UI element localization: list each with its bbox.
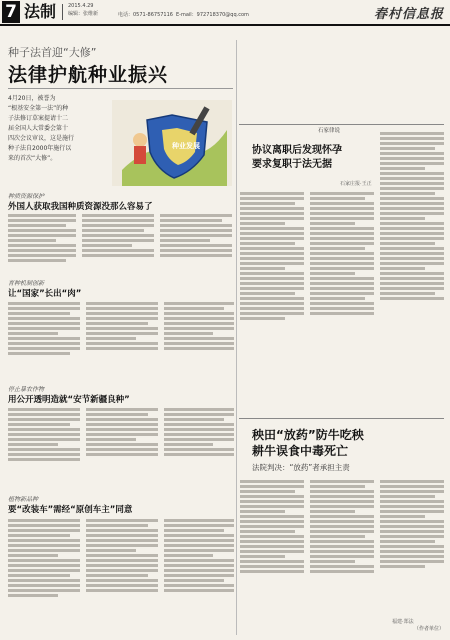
story2-subhead: 法院判决：“放药”者承担主责 bbox=[252, 463, 350, 472]
section-kicker: 植物新品种 bbox=[8, 496, 39, 503]
masthead-divider bbox=[62, 4, 63, 20]
body-column bbox=[164, 406, 234, 490]
editor-line: 编辑：张维新 bbox=[68, 11, 99, 17]
section-kicker: 育种机制创新 bbox=[8, 280, 45, 287]
seed-shield-illustration bbox=[112, 100, 232, 186]
lead-divider bbox=[8, 88, 233, 89]
illustration-label: 种业发展 bbox=[172, 142, 200, 150]
intro-line: 届全国人大常委会第十 bbox=[8, 125, 69, 132]
body-column bbox=[8, 212, 76, 274]
lead-intro bbox=[8, 94, 112, 164]
column-label: 石家律说 bbox=[318, 128, 341, 134]
body-column bbox=[8, 300, 80, 380]
section-subhead: 用公开透明造就“安节新疆良种” bbox=[8, 395, 130, 405]
paper-name: 春村信息报 bbox=[373, 7, 444, 22]
lead-kicker: 种子法首迎“大修” bbox=[8, 46, 97, 59]
story1-headline-line1: 协议离职后发现怀孕 bbox=[252, 145, 342, 156]
section-subhead: 要“改装车”需经“原创车主”同意 bbox=[8, 505, 133, 515]
body-column bbox=[310, 478, 374, 623]
story2-byline: 福建·郑法 bbox=[392, 619, 414, 625]
body-column bbox=[86, 300, 158, 380]
section-kicker: 停止暴农作物 bbox=[8, 386, 45, 393]
story1-headline-line2: 要求复职于法无据 bbox=[252, 159, 332, 170]
date-line: 2015.4.29 bbox=[68, 3, 94, 9]
body-column bbox=[86, 517, 158, 635]
intro-line: 4月20日，被誉为 bbox=[8, 95, 56, 102]
body-column bbox=[160, 212, 232, 274]
intro-line: “根基安全第一法”的种 bbox=[8, 105, 69, 112]
body-column bbox=[310, 190, 374, 390]
section-subhead: 外国人获取我国种质资源没那么容易了 bbox=[8, 202, 153, 212]
section-subhead: 让“国家”长出“肉” bbox=[8, 289, 82, 299]
story2-headline-line2: 耕牛误食中毒死亡 bbox=[252, 444, 349, 458]
body-column bbox=[380, 478, 444, 623]
column-divider bbox=[236, 40, 237, 635]
story1-byline: 石家庄报·王正 bbox=[340, 181, 372, 187]
editor-tag: （作者单位） bbox=[413, 626, 444, 632]
body-column bbox=[86, 406, 158, 490]
body-column bbox=[380, 130, 444, 400]
masthead bbox=[0, 0, 450, 26]
story2-headline-line1: 秧田“放药”防牛吃秧 bbox=[252, 428, 364, 442]
intro-line: 来的首次“大修”。 bbox=[8, 155, 57, 162]
body-column bbox=[164, 300, 234, 380]
section-kicker: 种质资源保护 bbox=[8, 193, 45, 200]
body-column bbox=[164, 517, 234, 635]
body-column bbox=[240, 190, 304, 390]
intro-line: 种子法自2000年施行以 bbox=[8, 145, 72, 152]
hotline: 电话：0571-86757116 bbox=[118, 12, 173, 18]
page-number: 7 bbox=[2, 1, 20, 23]
body-column bbox=[240, 478, 304, 623]
intro-line: 子法修订草案提请十二 bbox=[8, 115, 69, 122]
email: E-mail：972718370@qq.com bbox=[176, 12, 249, 18]
body-column bbox=[8, 517, 80, 635]
body-column bbox=[82, 212, 154, 274]
right-top-rule bbox=[239, 124, 444, 125]
lead-headline: 法律护航种业振兴 bbox=[8, 64, 169, 86]
intro-line: 四次会议审议，这是施行 bbox=[8, 135, 75, 142]
body-column bbox=[8, 406, 80, 490]
section-title: 法制 bbox=[24, 2, 57, 21]
